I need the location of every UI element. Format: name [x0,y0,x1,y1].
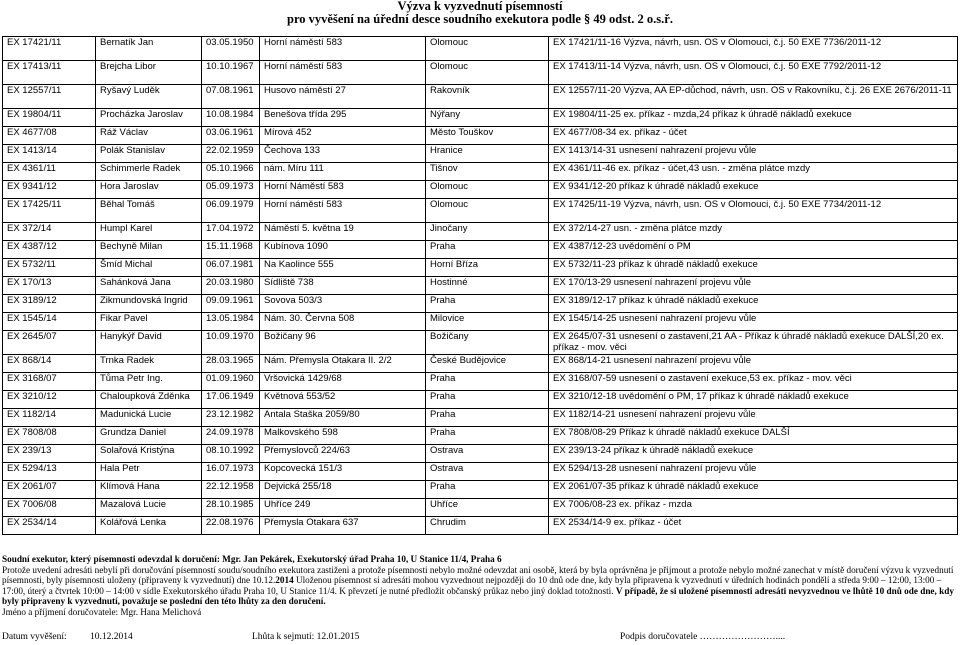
table-row [3,37,958,61]
case-number: EX 1545/14 [3,313,96,331]
courier-signature: Podpis doručovatele …………………….... [620,632,786,642]
address-street: Přemyslovců 224/63 [260,445,426,463]
address-street: Kubínova 1090 [260,241,426,259]
address-city: Ostrava [426,445,549,463]
addressee-name: Bernatík Jan [96,37,202,61]
document-note: EX 3189/12-17 příkaz k úhradě nákladů exekuce [549,295,958,313]
case-number: EX 2534/14 [3,517,96,535]
document-note: EX 1413/14-31 usnesení nahrazení projevu vůle [549,145,958,163]
document-note: EX 2534/14-9 ex. příkaz - účet [549,517,958,535]
address-city: Olomouc [426,199,549,223]
document-note: EX 170/13-29 usnesení nahrazení projevu vůle [549,277,958,295]
table-row [3,277,958,295]
address-street: nám. Míru 111 [260,163,426,181]
address-street: Přemysla Otakara 637 [260,517,426,535]
document-note: EX 9341/12-20 příkaz k úhradě nákladů exekuce [549,181,958,199]
address-street: Kopcovecká 151/3 [260,463,426,481]
addressee-name: Ráž Václav [96,127,202,145]
address-street: Na Kaolince 555 [260,259,426,277]
addressee-name: Trnka Radek [96,355,202,373]
birth-date: 10.08.1984 [202,109,260,127]
case-number: EX 7808/08 [3,427,96,445]
addressee-name: Grundza Daniel [96,427,202,445]
document-note: EX 1545/14-25 usnesení nahrazení projevu vůle [549,313,958,331]
posted-label: Datum vyvěšení: [2,632,67,642]
address-street: Antala Staška 2059/80 [260,409,426,427]
document-note: EX 2645/07-31 usnesení o zastavení,21 AA - Příkaz k úhradě nákladů exekuce DALŠÍ,20 ex. příkaz - mov. věci [549,331,958,355]
addressee-name: Bechyně Milan [96,241,202,259]
address-street: Sovova 503/3 [260,295,426,313]
addressee-name: Solařová Kristýna [96,445,202,463]
document-note: EX 17413/11-14 Výzva, návrh, usn. OS v Olomouci, č.j. 50 EXE 7792/2011-12 [549,61,958,85]
case-number: EX 3210/12 [3,391,96,409]
address-city: Město Touškov [426,127,549,145]
document-note: EX 4387/12-23 uvědomění o PM [549,241,958,259]
table-row [3,463,958,481]
case-number: EX 17413/11 [3,61,96,85]
birth-date: 03.05.1950 [202,37,260,61]
case-number: EX 12557/11 [3,85,96,109]
birth-date: 24.09.1978 [202,427,260,445]
address-city: Olomouc [426,37,549,61]
addressee-name: Polák Stanislav [96,145,202,163]
case-number: EX 7006/08 [3,499,96,517]
birth-date: 10.09.1970 [202,331,260,355]
addressee-name: Mazalová Lucie [96,499,202,517]
notice-table [2,36,958,535]
document-note: EX 4677/08-34 ex. příkaz - účet [549,127,958,145]
case-number: EX 868/14 [3,355,96,373]
addressee-name: Procházka Jaroslav [96,109,202,127]
case-number: EX 372/14 [3,223,96,241]
address-city: Olomouc [426,181,549,199]
address-city: Praha [426,391,549,409]
address-city: Olomouc [426,61,549,85]
document-note: EX 3168/07-59 usnesení o zastavení exekuce,53 ex. příkaz - mov. věci [549,373,958,391]
addressee-name: Klímová Hana [96,481,202,499]
document-note: EX 5732/11-23 příkaz k úhradě nákladů exekuce [549,259,958,277]
addressee-name: Hora Jaroslav [96,181,202,199]
address-city: Praha [426,241,549,259]
address-street: Sídliště 738 [260,277,426,295]
address-city: Praha [426,481,549,499]
document-note: EX 239/13-24 příkaz k úhradě nákladů exekuce [549,445,958,463]
document-note: EX 868/14-21 usnesení nahrazení projevu vůle [549,355,958,373]
document-note: EX 12557/11-20 Výzva, AA EP-důchod, návrh, usn. OS v Rakovníku, č.j. 26 EXE 2676/2011-11 [549,85,958,109]
document-note: EX 3210/12-18 uvědomění o PM, 17 příkaz k úhradě nákladů exekuce [549,391,958,409]
case-number: EX 5732/11 [3,259,96,277]
address-city: Tišnov [426,163,549,181]
address-city: Hranice [426,145,549,163]
case-number: EX 1182/14 [3,409,96,427]
table-row [3,427,958,445]
birth-date: 17.06.1949 [202,391,260,409]
footer-text-1: Protože uvedení adresáti nebyli při doručování písemností soudu/soudního exekutora zastiženi a protože písemnosti nebylo možné odevzdat ani osobě, která by byla oprávněna je přijmout a protože nebylo možné zanechat v místě doručení výzvu k vyzvednutí písemnosti, byly písemnosti uloženy (připraveny k vyzvednutí) dne 10.12. [2,564,954,585]
address-street: Mírová 452 [260,127,426,145]
table-row [3,259,958,277]
table-row [3,409,958,427]
address-city: Hostinné [426,277,549,295]
table-row [3,295,958,313]
birth-date: 01.09.1960 [202,373,260,391]
address-city: Uhříce [426,499,549,517]
table-row [3,181,958,199]
address-street: Husovo náměstí 27 [260,85,426,109]
address-city: Horní Bříza [426,259,549,277]
case-number: EX 2061/07 [3,481,96,499]
address-street: Horní náměstí 583 [260,37,426,61]
document-header [0,0,960,26]
birth-date: 22.12.1958 [202,481,260,499]
address-street: Vršovická 1429/68 [260,373,426,391]
birth-date: 05.10.1966 [202,163,260,181]
table-row [3,517,958,535]
birth-date: 22.08.1976 [202,517,260,535]
document-note: EX 17425/11-19 Výzva, návrh, usn. OS v Olomouci, č.j. 50 EXE 7734/2011-12 [549,199,958,223]
address-street: Horní náměstí 583 [260,199,426,223]
table-row [3,313,958,331]
address-city: Praha [426,409,549,427]
document-note: EX 17421/11-16 Výzva, návrh, usn. OS v Olomouci, č.j. 50 EXE 7736/2011-12 [549,37,958,61]
birth-date: 05.09.1973 [202,181,260,199]
address-city: Jinočany [426,223,549,241]
table-row [3,199,958,223]
document-note: EX 7006/08-23 ex. příkaz - mzda [549,499,958,517]
birth-date: 16.07.1973 [202,463,260,481]
address-city: Praha [426,373,549,391]
case-number: EX 9341/12 [3,181,96,199]
case-number: EX 1413/14 [3,145,96,163]
case-number: EX 17421/11 [3,37,96,61]
footer-office: Soudní exekutor, který písemnosti odevzdal k doručení: Mgr. Jan Pekárek, Exekutorský úřad Praha 10, U Stanice 11/4, Praha 6 [2,554,502,564]
case-number: EX 239/13 [3,445,96,463]
address-city: Rakovník [426,85,549,109]
document-note: EX 1182/14-21 usnesení nahrazení projevu vůle [549,409,958,427]
address-street: Božičany 96 [260,331,426,355]
document-title: Výzva k vyzvednutí písemností [397,0,563,13]
birth-date: 17.04.1972 [202,223,260,241]
birth-date: 10.10.1967 [202,61,260,85]
case-number: EX 17425/11 [3,199,96,223]
table-row [3,373,958,391]
posted-date: 10.12.2014 [90,632,133,642]
birth-date: 15.11.1968 [202,241,260,259]
address-city: Nýřany [426,109,549,127]
footer [2,554,957,617]
address-street: Horní Náměstí 583 [260,181,426,199]
addressee-name: Sahánková Jana [96,277,202,295]
birth-date: 08.10.1992 [202,445,260,463]
addressee-name: Chaloupková Zděnka [96,391,202,409]
birth-date: 28.03.1965 [202,355,260,373]
case-number: EX 3168/07 [3,373,96,391]
document-note: EX 2061/07-35 příkaz k úhradě nákladů exekuce [549,481,958,499]
table-row [3,391,958,409]
birth-date: 07.08.1961 [202,85,260,109]
case-number: EX 3189/12 [3,295,96,313]
address-street: Uhříce 249 [260,499,426,517]
table-row [3,481,958,499]
table-row [3,331,958,355]
table-row [3,145,958,163]
addressee-name: Ryšavý Luděk [96,85,202,109]
addressee-name: Tůma Petr Ing. [96,373,202,391]
table-row [3,61,958,85]
address-city: Praha [426,295,549,313]
document-note: EX 4361/11-46 ex. příkaz - účet,43 usn. - změna plátce mzdy [549,163,958,181]
table-row [3,355,958,373]
birth-date: 09.09.1961 [202,295,260,313]
document-note: EX 7808/08-29 Příkaz k úhradě nákladů exekuce DALŠÍ [549,427,958,445]
birth-date: 03.06.1961 [202,127,260,145]
birth-date: 13.05.1984 [202,313,260,331]
address-street: Malkovského 598 [260,427,426,445]
addressee-name: Fikar Pavel [96,313,202,331]
birth-date: 28.10.1985 [202,499,260,517]
addressee-name: Hala Petr [96,463,202,481]
birth-date: 23.12.1982 [202,409,260,427]
footer-text-2: Uloženou písemnost si adresáti mohou vyzvednout nejpozději do 10 dnů ode dne, kdy byla připravena k vyzvednutí v úředních hodinách pondělí a středa 9:00 – 12:00, 13:00 – 17:00, úterý a čtvrtek 10:00 – 14:00 v sídle Exekutorského úřadu Praha 10, U Stanice 11/4. K převzetí je nutné předložit občanský průkaz nebo jiný doklad totožnosti. [2,575,942,596]
address-street: Benešova třída 295 [260,109,426,127]
case-number: EX 5294/13 [3,463,96,481]
birth-date: 20.03.1980 [202,277,260,295]
case-number: EX 4361/11 [3,163,96,181]
address-city: Praha [426,427,549,445]
document-note: EX 5294/13-28 usnesení nahrazení projevu vůle [549,463,958,481]
address-street: Nám. 30. Června 508 [260,313,426,331]
addressee-name: Šmíd Michal [96,259,202,277]
document-note: EX 19804/11-25 ex. příkaz - mzda,24 příkaz k úhradě nákladů exekuce [549,109,958,127]
document-subtitle: pro vyvěšení na úřední desce soudního exekutora podle § 49 odst. 2 o.s.ř. [287,12,673,26]
table-row [3,499,958,517]
addressee-name: Zikmundovská Ingrid [96,295,202,313]
birth-date: 06.07.1981 [202,259,260,277]
birth-date: 22.02.1959 [202,145,260,163]
addressee-name: Schimmerle Radek [96,163,202,181]
address-street: Nám. Přemysla Otakara II. 2/2 [260,355,426,373]
address-street: Čechova 133 [260,145,426,163]
table-row [3,223,958,241]
addressee-name: Madunická Lucie [96,409,202,427]
address-city: Chrudim [426,517,549,535]
address-street: Květnová 553/52 [260,391,426,409]
addressee-name: Běhal Tomáš [96,199,202,223]
address-city: Milovice [426,313,549,331]
table-row [3,127,958,145]
table-row [3,85,958,109]
footer-notice [2,565,957,607]
notice-table-body [3,37,958,535]
addressee-name: Hanykýř David [96,331,202,355]
birth-date: 06.09.1979 [202,199,260,223]
table-row [3,445,958,463]
footer-year: 2014 [275,575,294,585]
case-number: EX 170/13 [3,277,96,295]
table-row [3,241,958,259]
address-street: Dejvická 255/18 [260,481,426,499]
address-street: Horní náměstí 583 [260,61,426,85]
case-number: EX 4387/12 [3,241,96,259]
case-number: EX 4677/08 [3,127,96,145]
table-row [3,109,958,127]
address-city: České Budějovice [426,355,549,373]
addressee-name: Kolářová Lenka [96,517,202,535]
case-number: EX 19804/11 [3,109,96,127]
addressee-name: Humpl Karel [96,223,202,241]
address-city: Ostrava [426,463,549,481]
address-street: Náměstí 5. května 19 [260,223,426,241]
document-note: EX 372/14-27 usn. - změna plátce mzdy [549,223,958,241]
table-row [3,163,958,181]
footer-official: Jméno a příjmení doručovatele: Mgr. Hana Melichová [2,606,202,617]
footer-warning: V případě, že si uložené písemnosti adresáti nevyzvednou ve lhůtě 10 dnů ode dne, kdy byly připraveny k vyzvednutí, považuje se poslední den této lhůty za den doručení. [2,585,954,606]
address-city: Božičany [426,331,549,355]
case-number: EX 2645/07 [3,331,96,355]
addressee-name: Brejcha Libor [96,61,202,85]
removal-deadline: Lhůta k sejmutí: 12.01.2015 [252,632,360,642]
